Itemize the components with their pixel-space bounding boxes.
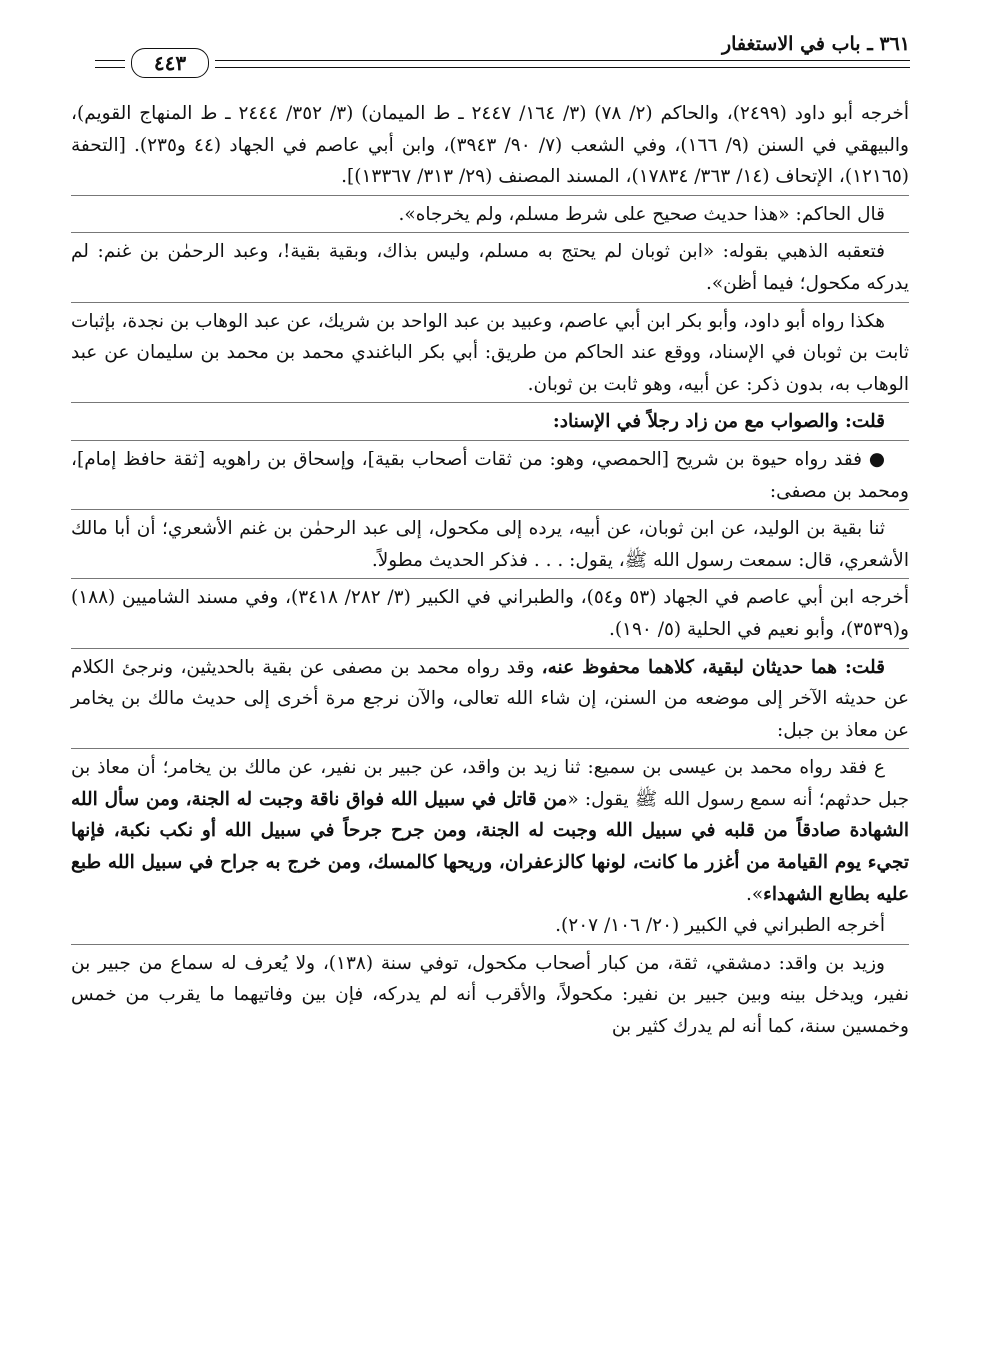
paragraph-divider [71, 232, 909, 233]
tabarani-paragraph: أخرجه الطبراني في الكبير (٢٠/ ١٠٦/ ٢٠٧). [555, 915, 885, 937]
paragraph-divider [71, 578, 909, 579]
page-number: ٤٤٣ [131, 48, 209, 78]
paragraph-divider [71, 944, 909, 945]
two-hadiths-paragraph [71, 652, 909, 747]
chapter-title: ٣٦١ ـ باب في الاستغفار [721, 33, 910, 55]
matn-bold-text: من قاتل في سبيل الله فواق ناقة وجبت له الجنة، ومن سأل الله الشهادة صادقاً من قلبه في سبيل الله وجبت له الجنة، ومن جرح جرحاً في سبيل الله أو نكب نكبة، فإنها تجيء يوم القيامة من أغزر ما كانت، لونها كالزعفران، وريحها كالمسك، ومن خرج به جراح في سبيل الله طبع عليه بطابع الشهداء [71, 788, 909, 905]
paragraph-divider [71, 402, 909, 403]
paragraph-divider [71, 748, 909, 749]
takhrij-paragraph: أخرجه ابن أبي عاصم في الجهاد (٥٣ و٥٤)، والطبراني في الكبير (٣/ ٢٨٢/ ٣٤١٨)، وفي مسند الشاميين (١٨٨) و(٣٥٣٩)، وأبو نعيم في الحلية (٥/ ١٩٠). [71, 587, 909, 640]
header-rule-bottom [215, 67, 910, 68]
zayd-paragraph: وزيد بن واقد: دمشقي، ثقة، من كبار أصحاب مكحول، توفي سنة (١٣٨)، ولا يُعرف له سماع من جبير بن نفير، ويدخل بينه وبين جبير بن نفير: مكحولاً، والأقرب أنه لم يدركه، فإن بين وفاتيهما ما يقرب من خمس وخمسين سنة، كما أنه لم يدرك كثير بن [71, 952, 909, 1038]
citation-paragraph: أخرجه أبو داود (٢٤٩٩)، والحاكم (٢/ ٧٨) (٣/ ١٦٤/ ٢٤٤٧ ـ ط الميمان) (٣/ ٣٥٢/ ٢٤٤٤ ـ ط المنهاج القويم)، والبيهقي في السنن (٩/ ١٦٦)، وفي الشعب (٧/ ٩٠/ ٣٩٤٣)، وابن أبي عاصم في الجهاد (٤٤ و٢٣٥). [التحفة (١٢١٦٥)، الإتحاف (١٤/ ٣٦٣/ ١٧٨٣٤)، المسند المصنف (٢٩/ ٣١٣/ ١٣٣٦٧)]. [71, 103, 909, 188]
matn-close: ». [745, 883, 764, 905]
header-rule-top [215, 60, 910, 61]
matn-intro: ع فقد رواه محمد بن عيسى بن سميع: ثنا زيد بن واقد، عن جبير بن نفير، عن مالك بن يخامر؛ أن معاذ بن جبل حدثهم؛ أنه سمع رسول الله ﷺ يقول: « [71, 757, 910, 810]
hakim-quote-paragraph: قال الحاكم: «هذا حديث صحيح على شرط مسلم، ولم يخرجاه». [398, 203, 885, 225]
paragraph-divider [71, 302, 909, 303]
isnad-paragraph: هكذا رواه أبو داود، وأبو بكر ابن أبي عاصم، وعبيد بن عبد الواحد بن شريك، عن عبد الوهاب بن نجدة، بإثبات ثابت بن ثوبان في الإسناد، ووقع عند الحاكم من طريق: أبي بكر الباغندي محمد بن محمد بن سليمان عن عبد الوهاب به، بدون ذكر: عن أبيه، وهو ثابت بن ثوبان. [71, 310, 909, 395]
paragraph-divider [71, 648, 909, 649]
page-body [71, 98, 909, 1043]
verdict-paragraph: قلت: والصواب مع من زاد رجلاً في الإسناد: [552, 411, 885, 433]
header-rule-short-top [95, 60, 125, 61]
header-rule-short-bottom [95, 67, 125, 68]
paragraph-divider [71, 509, 909, 510]
matn-paragraph [71, 752, 909, 910]
paragraph-divider [71, 195, 909, 196]
two-hadiths-bold: قلت: هما حديثان لبقية، كلاهما محفوظ عنه، [541, 656, 885, 678]
page-header [95, 28, 910, 88]
two-hadiths-rest: وقد رواه محمد بن مصفى عن بقية بالحديثين، ونرجئ الكلام عن حديثه الآخر إلى موضعه من السنن، إن شاء الله تعالى، والآن نرجع مرة أخرى إلى حديث مالك بن يخامر عن معاذ بن جبل: [71, 656, 909, 741]
hadith-chain-paragraph: ثنا بقية بن الوليد، عن ابن ثوبان، عن أبيه، يرده إلى مكحول، إلى عبد الرحمٰن بن غنم الأشعري؛ أن أبا مالك الأشعري، قال: سمعت رسول الله ﷺ، يقول: . . . فذكر الحديث مطولاً. [71, 518, 909, 571]
paragraph-divider [71, 440, 909, 441]
dhahabi-paragraph: فتعقبه الذهبي بقوله: «ابن ثوبان لم يحتج به مسلم، وليس بذاك، وبقية بقية!، وعبد الرحمٰن بن غنم: لم يدركه مكحول؛ فيما أظن». [71, 241, 909, 294]
haywa-paragraph: ● فقد رواه حيوة بن شريح [الحمصي، وهو: من ثقات أصحاب بقية]، وإسحاق بن راهويه [ثقة حافظ إمام]، ومحمد بن مصفى: [71, 448, 909, 502]
